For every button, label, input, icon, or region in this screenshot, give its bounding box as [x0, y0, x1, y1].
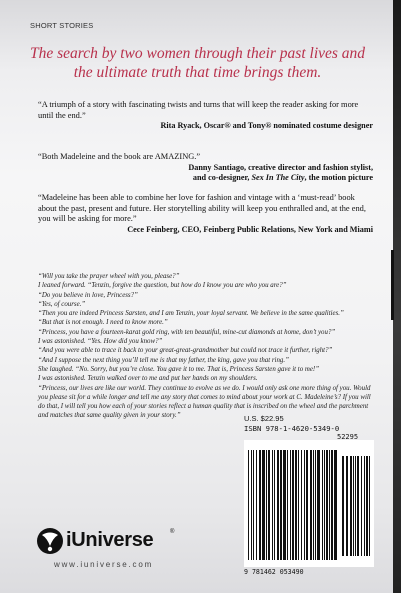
excerpt-paragraph: “Do you believe in love, Princess?”	[38, 291, 138, 299]
ean-addon-digits: 52295	[337, 433, 359, 441]
barcode-bar	[301, 450, 302, 560]
publisher-name: iUniverse	[66, 529, 154, 551]
isbn-label: ISBN 978-1-4620-5349-0	[244, 424, 340, 433]
barcode-bar	[292, 450, 294, 560]
barcode-bar	[256, 450, 257, 560]
barcode-bar	[280, 450, 282, 560]
review-credit: Cece Feinberg, CEO, Feinberg Public Relations, New York and Miami	[127, 224, 373, 234]
excerpt-paragraph: “But that is not enough. I need to know more.”	[38, 319, 168, 327]
excerpt-paragraph: She laughed. “No. Sorry, but you’re close. You gave it to me. That is, Princess Sarsten gave it to me!”	[38, 365, 320, 373]
barcode-addon-bar	[361, 456, 362, 556]
barcode-bar	[251, 450, 252, 560]
barcode-bar	[326, 450, 328, 560]
barcode-digits: 9 781462 053490	[244, 568, 304, 576]
barcode-bar	[304, 450, 305, 560]
category-label: SHORT STORIES	[30, 21, 94, 30]
excerpt-paragraph: I was astonished. Tenzin walked over to me and put her hands on my shoulders.	[38, 375, 258, 383]
barcode-bar	[317, 450, 320, 560]
review-quote: “Madeleine has been able to combine her love for fashion and vintage with a ‘must-read’ book about the past, present and future. Her storytelling ability will keep you enthralled and, at the end, you will be asking for more.”	[38, 193, 366, 224]
barcode-addon-bar	[369, 456, 370, 556]
spine-edge	[393, 0, 401, 593]
barcode-bar	[268, 450, 270, 560]
publisher-website[interactable]: www.iuniverse.com	[54, 560, 154, 569]
barcode-bar	[313, 450, 314, 560]
review-2	[38, 152, 373, 183]
review-credit	[38, 163, 373, 184]
barcode-bar	[334, 450, 337, 560]
price-label: U.S. $22.95	[244, 414, 284, 423]
excerpt-paragraph: “And you were able to trace it back to your great-great-grandmother but could not trace it further, right?”	[38, 347, 333, 355]
barcode-bar	[324, 450, 325, 560]
review-credit-line1: Danny Santiago, creative director and fashion stylist,	[188, 162, 373, 172]
excerpt-paragraph: “Princess, our lives are like our world. They continue to evolve as we do. I would only ask one more thing of you. Would you please sit for a while longer and tell me any story that comes to mind about your work at C. Madeleine’s? If you will do that, I will tell you how each of your stories reflect a human quality that is inscribed on the wheel and the parchment and matches that same quality given in your story.”	[38, 384, 371, 420]
barcode-addon-bar	[350, 456, 352, 556]
barcode-graphic	[244, 432, 374, 567]
barcode-bar	[272, 450, 273, 560]
barcode-bar	[253, 450, 254, 560]
barcode-bar	[287, 450, 288, 560]
barcode-bar	[310, 450, 312, 560]
barcode-bar	[248, 450, 249, 560]
review-credit-line2: and co-designer, Sex In The City, the motion picture	[192, 173, 373, 182]
tagline: The search by two women through their past lives and the ultimate truth that time brings them.	[29, 45, 366, 81]
review-quote: “Both Madeleine and the book are AMAZING.”	[38, 152, 201, 161]
barcode-addon-bar	[355, 456, 356, 556]
barcode-addon-bar	[346, 456, 348, 556]
barcode-bar	[259, 450, 261, 560]
barcode-addon-bar	[357, 456, 359, 556]
book-excerpt	[38, 272, 374, 421]
barcode-addon-bar	[364, 456, 365, 556]
barcode-bar	[277, 450, 279, 560]
barcode-bar	[295, 450, 297, 560]
excerpt-paragraph: “Then you are indeed Princess Sarsten, and I am Tenzin, your loyal servant. We believe in the same qualities.”	[38, 310, 344, 318]
barcode-bar	[266, 450, 267, 560]
barcode-bar	[322, 450, 323, 560]
barcode-bar	[315, 450, 316, 560]
excerpt-paragraph: “And I suppose the next thing you’ll tell me is that my father, the king, gave you that ring.”	[38, 356, 289, 364]
barcode-bar	[262, 450, 265, 560]
excerpt-paragraph: “Yes, of course.”	[38, 300, 86, 308]
excerpt-paragraph: I was astonished. “Yes. How did you know?”	[38, 338, 163, 346]
excerpt-paragraph: “Will you take the prayer wheel with you, please?”	[38, 273, 180, 280]
film-title: Sex In The City	[251, 173, 305, 182]
review-quote: “A triumph of a story with fascinating twists and turns that will keep the reader asking for more until the end.”	[38, 100, 359, 120]
barcode-bar	[274, 450, 275, 560]
barcode-bar	[298, 450, 299, 560]
barcode-addon-bar	[353, 456, 354, 556]
barcode-bar	[331, 450, 333, 560]
barcode-bar	[283, 450, 286, 560]
barcode-addon-bar	[366, 456, 368, 556]
barcode-addon-bar	[342, 456, 344, 556]
barcode-bar	[306, 450, 308, 560]
excerpt-paragraph: “Princess, you have a fourteen-karat gold ring, with ten beautiful, mine-cut diamonds at home, don’t you?”	[38, 328, 336, 336]
excerpt-paragraph: I leaned forward. “Tenzin, forgive the question, but how do I know you are who you are?”	[38, 282, 287, 290]
review-credit: Rita Ryack, Oscar® and Tony® nominated costume designer	[160, 121, 373, 131]
review-3	[38, 193, 373, 235]
registered-mark: ®	[170, 529, 175, 535]
isbn-barcode	[244, 432, 374, 567]
barcode-bar	[329, 450, 330, 560]
review-1	[38, 100, 373, 132]
barcode-bar	[290, 450, 291, 560]
